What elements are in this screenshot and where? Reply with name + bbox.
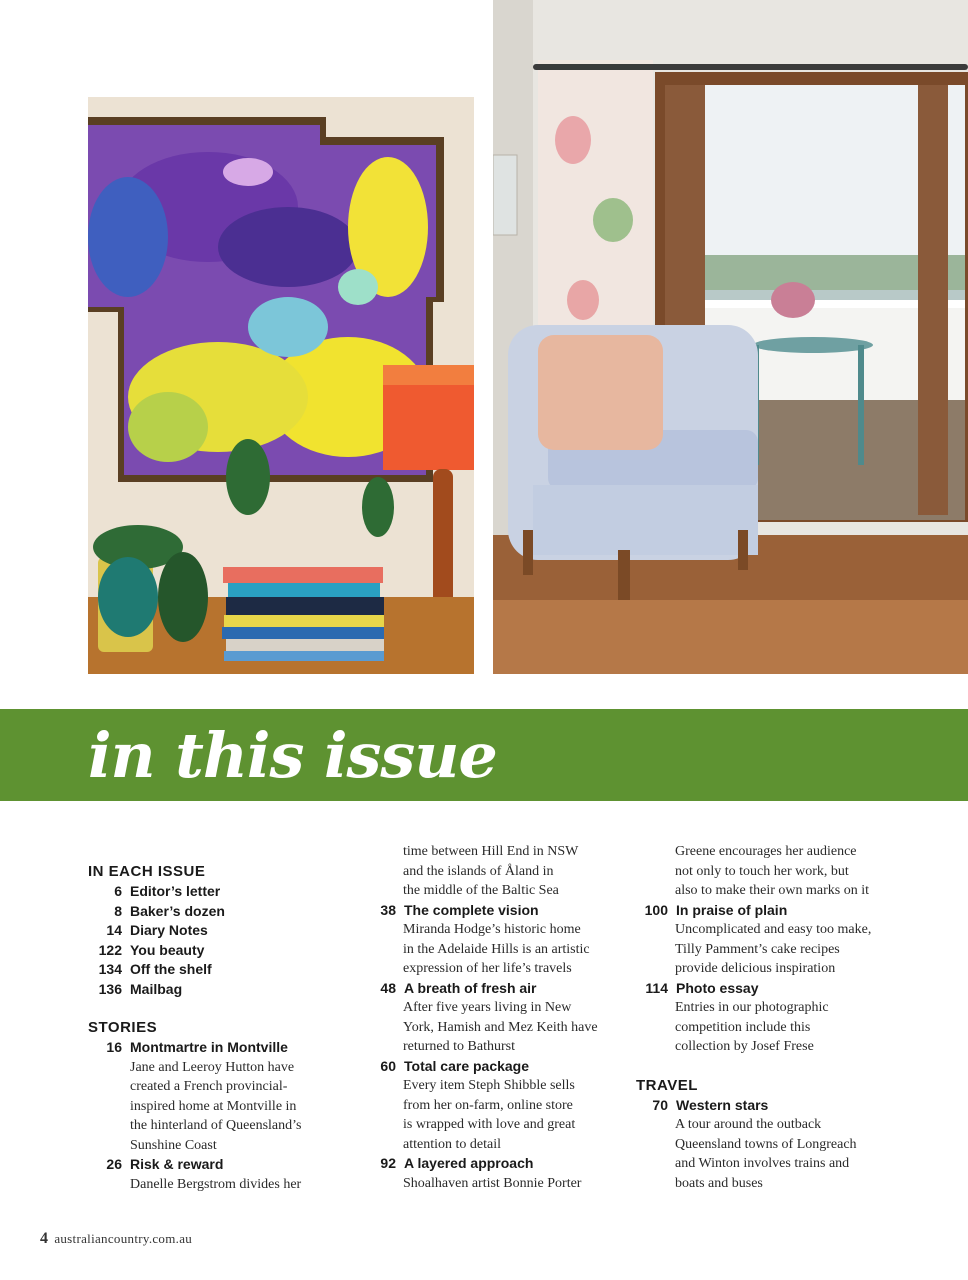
- entry-description: Jane and Leeroy Hutton have created a French provincial- inspired home at Montville in the hinterland of Queensland’s Sunshine Coast: [130, 1059, 302, 1153]
- contents-entry[interactable]: [634, 1096, 894, 1116]
- contents-entry[interactable]: [634, 901, 894, 921]
- photo-painting-lamp: [88, 97, 474, 674]
- contents-entry[interactable]: [88, 1038, 348, 1058]
- entry-title: You beauty: [130, 941, 205, 958]
- page-number: 14: [106, 922, 122, 938]
- page-number: 60: [380, 1057, 396, 1074]
- contents-entry[interactable]: [362, 1154, 622, 1174]
- entry-description-continued: time between Hill End in NSW and the islands of Åland in the middle of the Baltic Sea: [403, 844, 579, 898]
- entry-title: Baker’s dozen: [130, 902, 225, 919]
- entry-description: Miranda Hodge’s historic home in the Adelaide Hills is an artistic expression of her life’s travels: [403, 922, 590, 976]
- section-heading-stories: STORIES: [88, 1019, 158, 1036]
- page-number: 48: [380, 979, 396, 996]
- contents-column-3: [634, 842, 894, 1193]
- photo-armchair-verandah: [493, 0, 968, 674]
- page-number: 134: [98, 961, 122, 977]
- entry-description: Uncomplicated and easy too make, Tilly Pamment’s cake recipes provide delicious inspiration: [675, 922, 872, 976]
- entry-description: Danelle Bergstrom divides her: [130, 1176, 302, 1192]
- page-title: in this issue: [88, 719, 497, 792]
- entry-title: Western stars: [676, 1096, 769, 1113]
- page-number: 114: [645, 979, 668, 996]
- page-number: 100: [644, 901, 668, 918]
- entry-description: Every item Steph Shibble sells from her on-farm, online store is wrapped with love and great attention to detail: [403, 1078, 576, 1152]
- page-number: 38: [380, 901, 396, 918]
- contents-entry[interactable]: [88, 941, 348, 961]
- entry-title: A breath of fresh air: [404, 979, 537, 996]
- entry-title: The complete vision: [404, 901, 539, 918]
- entry-title: Risk & reward: [130, 1156, 224, 1172]
- contents-entry[interactable]: [88, 1155, 348, 1175]
- page-number: 92: [380, 1155, 396, 1171]
- entry-description-continued: Greene encourages her audience not only to touch her work, but also to make their own marks on it: [675, 844, 870, 898]
- entry-description: Shoalhaven artist Bonnie Porter: [403, 1175, 582, 1191]
- contents-column-1: [88, 842, 348, 1194]
- photo-right-illustration: [493, 0, 968, 674]
- entry-title: Montmartre in Montville: [130, 1039, 288, 1055]
- entry-description: After five years living in New York, Hamish and Mez Keith have returned to Bathurst: [403, 1000, 598, 1054]
- contents-entry[interactable]: [88, 882, 348, 902]
- page-number: 70: [652, 1096, 668, 1113]
- contents-entry[interactable]: [88, 902, 348, 922]
- folio-page-number: 4: [40, 1230, 49, 1247]
- entry-title: A layered approach: [404, 1155, 534, 1171]
- page-number: 136: [98, 980, 122, 997]
- contents-entry[interactable]: [88, 921, 348, 941]
- entry-title: Photo essay: [676, 979, 759, 996]
- page-number: 16: [106, 1039, 122, 1055]
- photo-left-illustration: [88, 97, 474, 674]
- page-footer: [40, 1230, 192, 1248]
- section-heading-in-each-issue: IN EACH ISSUE: [88, 863, 206, 880]
- contents-entry[interactable]: [362, 1057, 622, 1077]
- entry-title: Total care package: [404, 1057, 530, 1074]
- entry-title: Off the shelf: [130, 961, 212, 977]
- entry-description: A tour around the outback Queensland towns of Longreach and Winton involves trains and boats and buses: [675, 1117, 857, 1191]
- contents-entry[interactable]: [362, 979, 622, 999]
- contents-entry[interactable]: [634, 979, 894, 999]
- entry-title: Editor’s letter: [130, 883, 221, 899]
- contents-entry[interactable]: [88, 960, 348, 980]
- page-number: 6: [114, 883, 122, 899]
- section-heading-travel: TRAVEL: [636, 1076, 698, 1094]
- entry-title: Mailbag: [130, 980, 183, 997]
- entry-description: Entries in our photographic competition include this collection by Josef Frese: [675, 1000, 829, 1054]
- entry-title: Diary Notes: [130, 922, 208, 938]
- contents-entry[interactable]: [362, 901, 622, 921]
- page-number: 26: [106, 1156, 122, 1172]
- footer-url[interactable]: australiancountry.com.au: [54, 1231, 193, 1246]
- page-number: 122: [98, 941, 122, 958]
- contents-column-2: [362, 842, 622, 1193]
- contents-entry[interactable]: [88, 980, 348, 1000]
- entry-title: In praise of plain: [676, 901, 788, 918]
- page-number: 8: [114, 902, 122, 919]
